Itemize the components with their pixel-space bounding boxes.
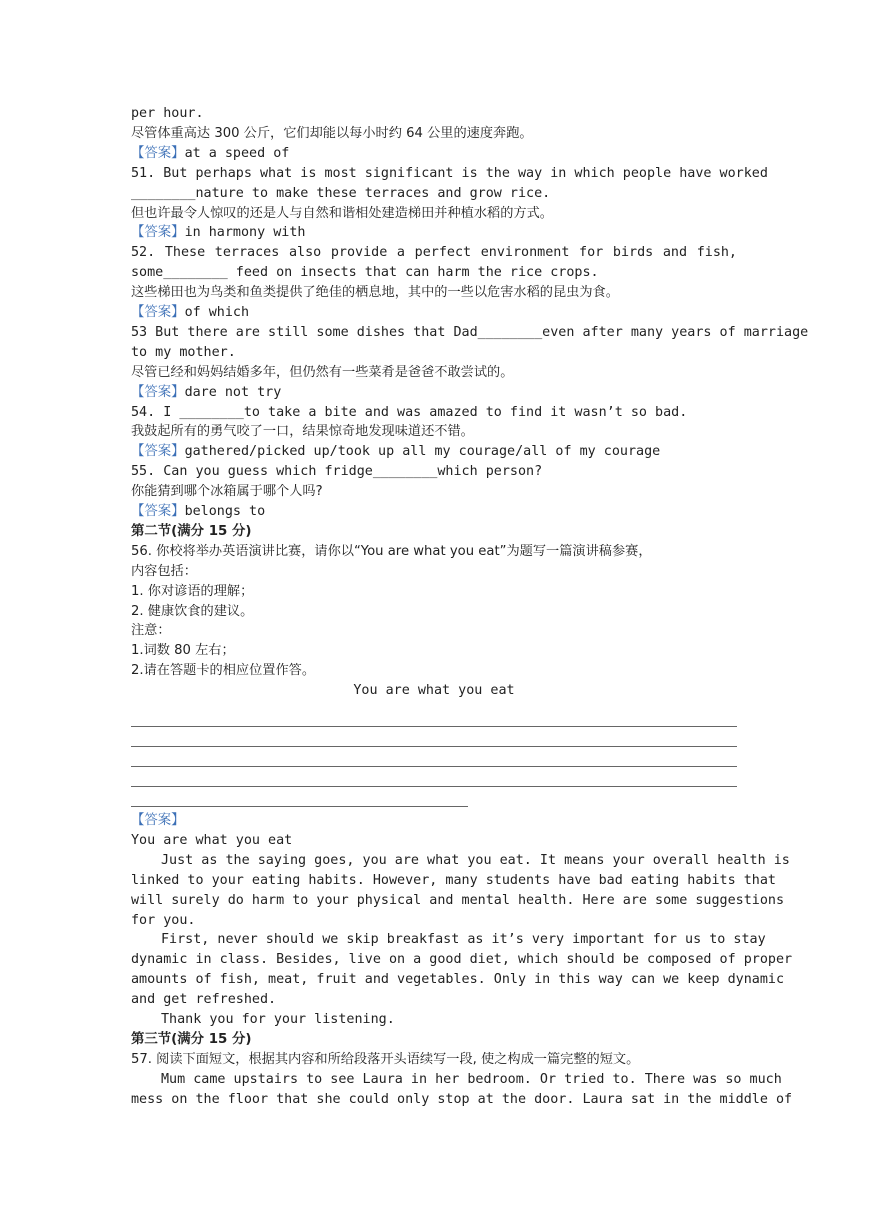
line-text: belongs to: [184, 504, 266, 519]
line-text: 1. 你对谚语的理解；: [131, 583, 254, 599]
text-line: [131, 323, 809, 343]
answer-label: 【答案】: [131, 145, 185, 161]
line-text: You are what you eat: [131, 832, 293, 848]
line-text: 内容包括：: [131, 563, 197, 579]
line-text: mess on the floor that she could only stop at the door. Laura sat in the middle of: [131, 1091, 793, 1107]
answer-label: 【答案】: [131, 504, 185, 519]
line-text: 我鼓起所有的勇气咬了一口，结果惊奇地发现味道还不错。: [131, 424, 474, 440]
line-text: 这些梯田也为鸟类和鱼类提供了绝佳的栖息地，其中的一些以危害水稻的昆虫为食。: [131, 285, 619, 301]
answer-label: 【答案】: [131, 305, 185, 320]
line-text: at a speed of: [184, 145, 290, 161]
answer-line: [131, 303, 737, 323]
answer-line: [131, 383, 737, 403]
text-line: [131, 602, 737, 622]
text-line: [131, 970, 785, 990]
text-line: [131, 661, 737, 681]
text-line: [131, 891, 785, 911]
line-text: 注意：: [131, 623, 171, 639]
line-text: 1.词数 80 左右；: [131, 643, 235, 659]
text-line: [131, 681, 737, 701]
answer-blank-line: [131, 766, 737, 767]
line-text: 55. Can you guess which fridge________which person?: [131, 464, 543, 480]
line-text: 第三节(满分 15 分): [131, 1031, 252, 1047]
line-text: amounts of fish, meat, fruit and vegetables. Only in this way can we keep dynamic: [131, 972, 785, 988]
text-line: [131, 124, 737, 144]
text-line: [131, 283, 737, 303]
text-line: [131, 871, 776, 891]
text-line: [131, 403, 737, 423]
text-line: [131, 422, 737, 442]
line-text: dare not try: [184, 384, 282, 400]
text-line: [131, 462, 737, 482]
text-line: [131, 641, 737, 661]
line-text: 但也许最令人惊叹的还是人与自然和谐相处建造梯田并种植水稻的方式。: [131, 205, 553, 221]
line-text: 51. But perhaps what is most significant is the way in which people have worked: [131, 165, 768, 181]
line-text: 52. These terraces also provide a perfect environment for birds and fish,: [131, 245, 737, 261]
text-line: [131, 582, 737, 602]
answer-line: [131, 811, 737, 831]
text-line: [131, 1090, 793, 1110]
text-line: [131, 542, 737, 562]
line-text: Mum came upstairs to see Laura in her bedroom. Or tried to. There was so much: [161, 1071, 782, 1087]
text-line: [131, 621, 737, 641]
line-text: dynamic in class. Besides, live on a good diet, which should be composed of proper: [131, 952, 793, 968]
line-text: Just as the saying goes, you are what you eat. It means your overall health is: [161, 852, 790, 868]
text-line: [131, 363, 737, 383]
line-text: will surely do harm to your physical and mental health. Here are some suggestions: [131, 892, 785, 908]
text-line: [131, 562, 737, 582]
line-text: 第二节(满分 15 分): [131, 523, 252, 539]
answer-line: [131, 442, 737, 462]
line-text: 2. 健康饮食的建议。: [131, 603, 254, 619]
line-text: and get refreshed.: [131, 992, 277, 1008]
line-text: of which: [184, 305, 250, 320]
answer-blank-line: [131, 746, 737, 747]
text-line: [131, 911, 737, 931]
line-text: 尽管体重高达 300 公斤，它们却能以每小时约 64 公里的速度奔跑。: [131, 125, 533, 141]
text-line: [131, 1070, 782, 1090]
text-line: [131, 1050, 737, 1070]
line-text: Thank you for your listening.: [161, 1012, 395, 1027]
answer-label: 【答案】: [131, 444, 185, 460]
text-line: [131, 851, 790, 871]
answer-blank-line: [131, 786, 737, 787]
text-line: [131, 482, 737, 502]
text-line: [131, 164, 768, 184]
answer-line: [131, 144, 737, 164]
text-line: [131, 204, 737, 224]
text-line: [131, 343, 737, 363]
line-text: 53 But there are still some dishes that Dad________even after many years of marriage: [131, 324, 809, 340]
line-text: 你能猜到哪个冰箱属于哪个人吗?: [131, 484, 323, 500]
line-text: 54. I ________to take a bite and was amazed to find it wasn’t so bad.: [131, 404, 688, 420]
line-text: linked to your eating habits. However, many students have bad eating habits that: [131, 872, 776, 888]
line-text: ________nature to make these terraces and grow rice.: [131, 185, 551, 201]
text-line: [131, 990, 737, 1010]
section-heading: [131, 1030, 737, 1050]
text-line: [131, 930, 766, 950]
answer-line: [131, 223, 737, 243]
text-line: [131, 950, 793, 970]
text-line: [131, 184, 737, 204]
line-text: 2.请在答题卡的相应位置作答。: [131, 663, 316, 679]
line-text: gathered/picked up/took up all my courage/all of my courage: [184, 444, 661, 460]
text-line: [131, 1010, 737, 1030]
line-text: to my mother.: [131, 344, 236, 360]
text-line: [131, 104, 737, 124]
answer-line: [131, 502, 737, 522]
text-line: [131, 831, 737, 851]
text-line: [131, 263, 737, 283]
line-text: First, never should we skip breakfast as it’s very important for us to stay: [161, 932, 766, 948]
answer-label: 【答案】: [131, 225, 185, 241]
line-text: 57. 阅读下面短文，根据其内容和所给段落开头语续写一段, 使之构成一篇完整的短文。: [131, 1051, 640, 1067]
answer-blank-line: [131, 806, 468, 807]
section-heading: [131, 522, 737, 542]
line-text: for you.: [131, 912, 196, 928]
line-text: 尽管已经和妈妈结婚多年，但仍然有一些菜肴是爸爸不敢尝试的。: [131, 364, 514, 380]
line-text: some________ feed on insects that can harm the rice crops.: [131, 265, 599, 281]
line-text: You are what you eat: [353, 683, 515, 699]
line-text: 56. 你校将举办英语演讲比赛，请你以“You are what you eat”为题写一篇演讲稿参赛，: [131, 543, 652, 559]
line-text: in harmony with: [184, 225, 306, 241]
text-line: [131, 243, 737, 263]
answer-label: 【答案】: [131, 384, 185, 400]
answer-blank-line: [131, 726, 737, 727]
line-text: per hour.: [131, 106, 204, 121]
answer-label: 【答案】: [131, 813, 185, 828]
